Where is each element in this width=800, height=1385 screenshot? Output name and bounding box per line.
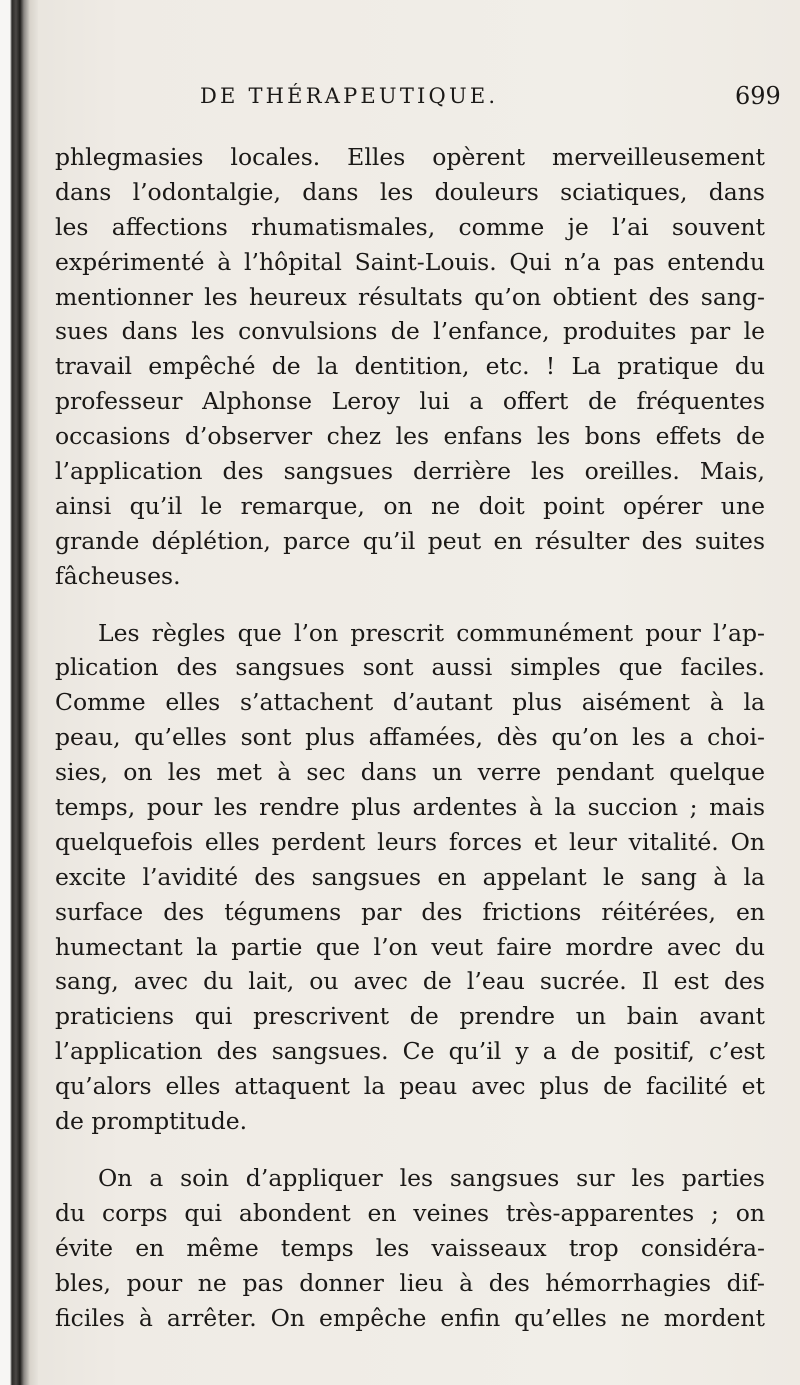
paragraph-gap bbox=[55, 1139, 765, 1161]
text-line: humectant la partie que l’on veut faire mordre avec du bbox=[55, 932, 765, 961]
text-line: plication des sangsues sont aussi simples que faciles. bbox=[55, 653, 765, 682]
page-number: 699 bbox=[735, 82, 781, 110]
body-text bbox=[55, 140, 765, 1335]
text-line: phlegmasies locales. Elles opèrent merveilleusement bbox=[55, 143, 765, 171]
paragraph-3 bbox=[55, 1161, 765, 1335]
text-line: du corps qui abondent en veines très-apparentes ; on bbox=[55, 1198, 765, 1227]
text-line: grande déplétion, parce qu’il peut en résulter des suites bbox=[55, 526, 765, 555]
text-line: occasions d’observer chez les enfans les bons effets de bbox=[55, 422, 765, 451]
text-line: ficiles à arrêter. On empêche enfin qu’elles ne mordent bbox=[55, 1303, 765, 1332]
page-binding-edge bbox=[0, 0, 38, 1385]
text-line: mentionner les heureux résultats qu’on obtient des sang- bbox=[55, 282, 765, 311]
text-line: On a soin d’appliquer les sangsues sur les parties bbox=[98, 1163, 765, 1192]
text-line: les affections rhumatismales, comme je l’ai souvent bbox=[55, 212, 765, 241]
text-line: évite en même temps les vaisseaux trop considéra- bbox=[55, 1233, 765, 1262]
text-line: quelquefois elles perdent leurs forces et leur vitalité. On bbox=[55, 827, 765, 856]
text-line: Les règles que l’on prescrit communément pour l’ap- bbox=[98, 618, 765, 647]
text-line: fâcheuses. bbox=[55, 561, 181, 590]
paragraph-gap bbox=[55, 594, 765, 616]
text-line: praticiens qui prescrivent de prendre un bain avant bbox=[55, 1002, 765, 1031]
text-line: dans l’odontalgie, dans les douleurs sciatiques, dans bbox=[55, 177, 765, 206]
text-line: professeur Alphonse Leroy lui a offert de fréquentes bbox=[55, 387, 765, 416]
text-line: surface des tégumens par des frictions réitérées, en bbox=[55, 897, 765, 926]
text-line: bles, pour ne pas donner lieu à des hémorrhagies dif- bbox=[55, 1268, 765, 1297]
text-line: sies, on les met à sec dans un verre pendant quelque bbox=[55, 758, 765, 787]
text-line: Comme elles s’attachent d’autant plus aisément à la bbox=[55, 688, 765, 717]
text-line: excite l’avidité des sangsues en appelant le sang à la bbox=[55, 862, 765, 891]
text-line: sues dans les convulsions de l’enfance, produites par le bbox=[55, 317, 765, 346]
text-line: l’application des sangsues. Ce qu’il y a de positif, c’est bbox=[55, 1037, 765, 1066]
running-head bbox=[200, 80, 781, 120]
paragraph-2 bbox=[55, 616, 765, 1139]
running-title: DE THÉRAPEUTIQUE. bbox=[200, 84, 499, 108]
text-line: temps, pour les rendre plus ardentes à la succion ; mais bbox=[55, 793, 765, 822]
text-line: qu’alors elles attaquent la peau avec plus de facilité et bbox=[55, 1072, 765, 1101]
text-line: de promptitude. bbox=[55, 1107, 248, 1136]
text-line: expérimenté à l’hôpital Saint-Louis. Qui n’a pas entendu bbox=[55, 247, 765, 276]
text-line: ainsi qu’il le remarque, on ne doit point opérer une bbox=[55, 491, 765, 520]
text-line: travail empêché de la dentition, etc. ! La pratique du bbox=[55, 352, 765, 381]
text-line: peau, qu’elles sont plus affamées, dès qu’on les a choi- bbox=[55, 723, 765, 752]
text-line: l’application des sangsues derrière les oreilles. Mais, bbox=[55, 457, 765, 486]
text-line: sang, avec du lait, ou avec de l’eau sucrée. Il est des bbox=[55, 967, 765, 996]
paragraph-1 bbox=[55, 140, 765, 594]
